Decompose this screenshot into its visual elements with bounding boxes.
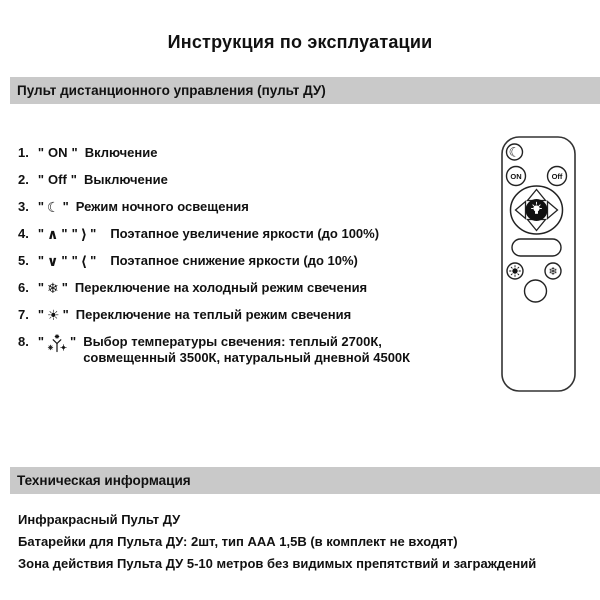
snowflake-icon: ❄ (548, 266, 558, 278)
on-button-label: ON (510, 171, 522, 181)
quote-mark: " (71, 253, 78, 268)
item-number: 7. (18, 307, 29, 322)
section-header-tech (10, 467, 600, 494)
sun-icon (510, 266, 521, 277)
quote-mark: " (37, 280, 45, 295)
instruction-item-6 (18, 280, 490, 296)
moon-icon: ☾ (47, 199, 60, 215)
instruction-item-3 (18, 199, 490, 215)
chevron-left-icon: ⟨ (80, 253, 88, 269)
mini-snowflake-glyph (48, 345, 53, 350)
item-text: Выключение (83, 172, 168, 187)
quote-mark: " (61, 226, 68, 241)
item-number: 4. (18, 226, 29, 241)
chevron-right-icon: ⟩ (80, 226, 88, 242)
instruction-item-8 (18, 334, 490, 366)
item-text: Выбор температуры свечения: теплый 2700К, совмещенный 3500К, натуральный дневной 4500К (83, 334, 411, 365)
brightness-center-button (526, 199, 548, 221)
quote-mark: " (37, 145, 45, 160)
quote-mark: " (90, 253, 97, 268)
tech-info-line: Инфракрасный Пульт ДУ (18, 512, 181, 527)
quote-mark: " (62, 199, 69, 214)
tech-info-line: Батарейки для Пульта ДУ: 2шт, тип ААА 1,5В (в комплект не входят) (18, 534, 458, 549)
section-header-remote (10, 77, 600, 104)
quote-mark: " (71, 226, 78, 241)
on-label: ON (48, 145, 68, 160)
quote-mark: " (90, 226, 97, 241)
remote-control-illustration (496, 135, 582, 397)
item-number: 1. (18, 145, 29, 160)
quote-mark: " (61, 253, 68, 268)
pill-button (512, 239, 561, 256)
temperature-select-icon (47, 334, 67, 354)
quote-mark: " (70, 334, 77, 349)
item-number: 2. (18, 172, 29, 187)
instruction-item-5 (18, 253, 490, 269)
night-mode-button (507, 144, 523, 160)
quote-mark: " (37, 334, 45, 349)
chevron-up-icon: ∧ (47, 226, 59, 242)
item-text: Включение (84, 145, 158, 160)
section-header-tech-label: Техническая информация (17, 473, 191, 488)
off-button (548, 167, 567, 186)
page-title: Инструкция по эксплуатации (167, 32, 433, 52)
quote-mark: " (37, 226, 45, 241)
item-text: Переключение на теплый режим свечения (75, 307, 352, 322)
snowflake-icon: ❄ (47, 280, 59, 296)
section-header-remote-label: Пульт дистанционного управления (пульт ДУ) (17, 83, 326, 98)
temperature-cycle-button (525, 280, 547, 302)
item-number: 5. (18, 253, 29, 268)
quote-mark: " (71, 145, 78, 160)
instruction-item-4 (18, 226, 490, 242)
quote-mark: " (70, 172, 77, 187)
off-label: Off (48, 172, 67, 187)
warm-mode-button (507, 263, 523, 279)
item-number: 8. (18, 334, 29, 349)
on-button (507, 167, 526, 186)
moon-icon: ☾ (508, 144, 521, 160)
cold-mode-button (545, 263, 561, 279)
item-number: 3. (18, 199, 29, 214)
chevron-down-icon: ∨ (47, 253, 59, 269)
quote-mark: " (62, 307, 69, 322)
instruction-item-1 (18, 145, 490, 161)
quote-mark: " (61, 280, 68, 295)
instruction-item-2 (18, 172, 490, 188)
mini-sun-glyph (61, 345, 66, 350)
sparkle-glyph (55, 335, 59, 339)
instruction-item-7 (18, 307, 490, 323)
tech-info-line: Зона действия Пульта ДУ 5-10 метров без видимых препятствий и заграждений (18, 556, 537, 571)
dpad (511, 186, 563, 234)
item-text: Переключение на холодный режим свечения (74, 280, 368, 295)
item-text: Режим ночного освещения (75, 199, 249, 214)
quote-mark: " (37, 253, 45, 268)
item-text: Поэтапное увеличение яркости (до 100%) (110, 226, 380, 241)
tech-info-block (18, 509, 536, 575)
item-number: 6. (18, 280, 29, 295)
quote-mark: " (37, 172, 45, 187)
sun-icon: ☀ (47, 307, 60, 323)
quote-mark: " (37, 307, 45, 322)
quote-mark: " (37, 199, 45, 214)
off-button-label: Off (551, 171, 563, 181)
instruction-list (18, 145, 490, 377)
item-text: Поэтапное снижение яркости (до 10%) (110, 253, 358, 268)
